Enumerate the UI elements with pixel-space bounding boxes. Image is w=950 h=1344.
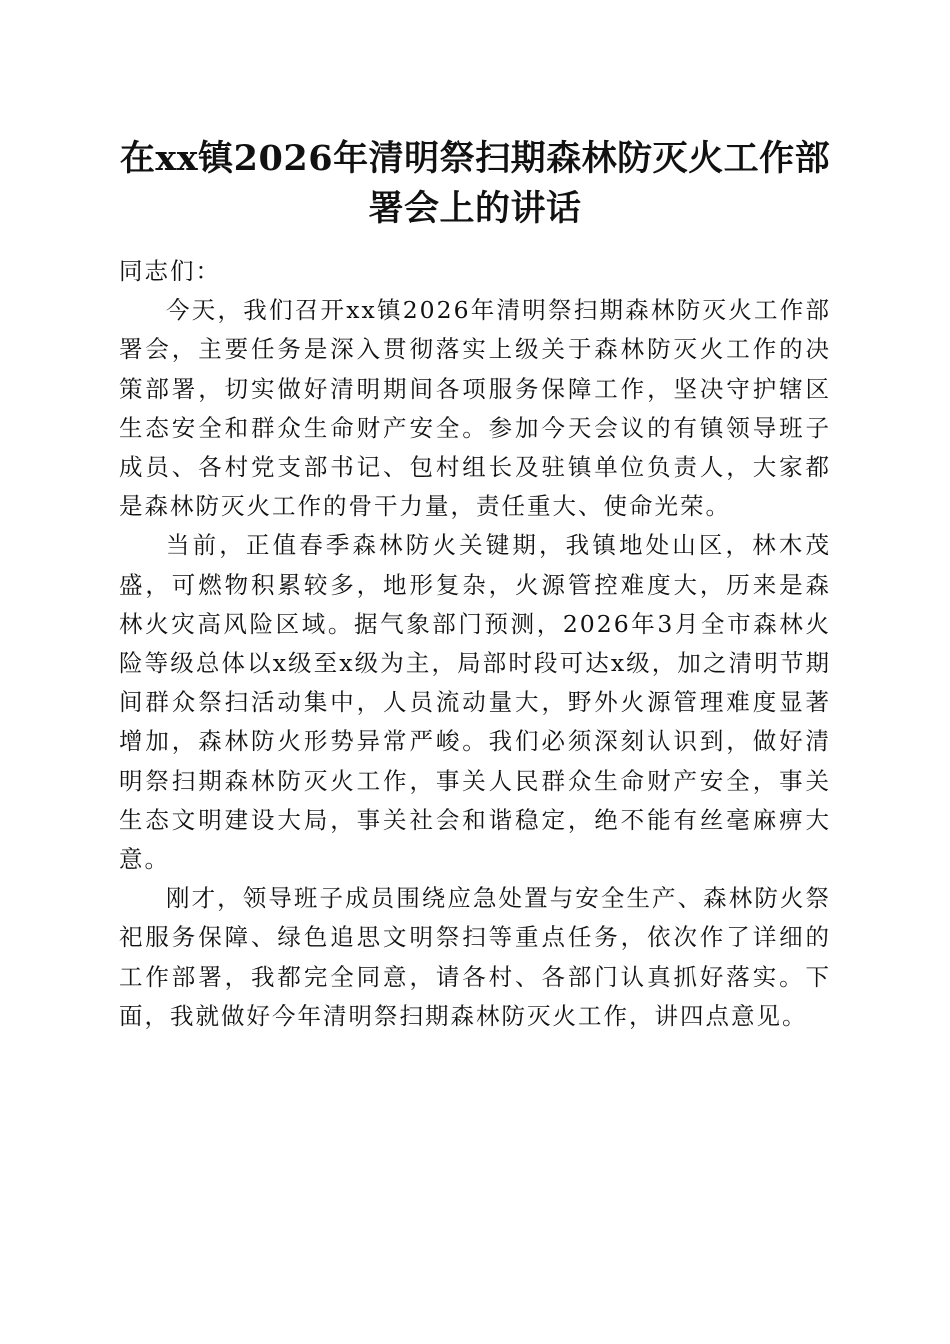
paragraph-opening: 今天，我们召开xx镇2026年清明祭扫期森林防灭火工作部署会，主要任务是深入贯彻落实上级关于森林防灭火工作的决策部署，切实做好清明期间各项服务保障工作，坚决守护辖区生态安全和群众生命财产安全。参加今天会议的有镇领导班子成员、各村党支部书记、包村组长及驻镇单位负责人，大家都是森林防灭火工作的骨干力量，责任重大、使命光荣。: [119, 296, 831, 521]
salutation: 同志们：: [119, 257, 221, 285]
paragraph-transition: 刚才，领导班子成员围绕应急处置与安全生产、森林防火祭祀服务保障、绿色追思文明祭扫等重点任务，依次作了详细的工作部署，我都完全同意，请各村、各部门认真抓好落实。下面，我就做好今年清明祭扫期森林防灭火工作，讲四点意见。: [119, 884, 831, 1030]
document-body: [119, 252, 831, 1036]
document-title: 在xx镇2026年清明祭扫期森林防灭火工作部署会上的讲话: [119, 138, 831, 229]
paragraph-situation: 当前，正值春季森林防火关键期，我镇地处山区，林木茂盛，可燃物积累较多，地形复杂，火源管控难度大，历来是森林火灾高风险区域。据气象部门预测，2026年3月全市森林火险等级总体以x级至x级为主，局部时段可达x级，加之清明节期间群众祭扫活动集中，人员流动量大，野外火源管理难度显著增加，森林防火形势异常严峻。我们必须深刻认识到，做好清明祭扫期森林防灭火工作，事关人民群众生命财产安全，事关生态文明建设大局，事关社会和谐稳定，绝不能有丝毫麻痹大意。: [119, 531, 831, 874]
